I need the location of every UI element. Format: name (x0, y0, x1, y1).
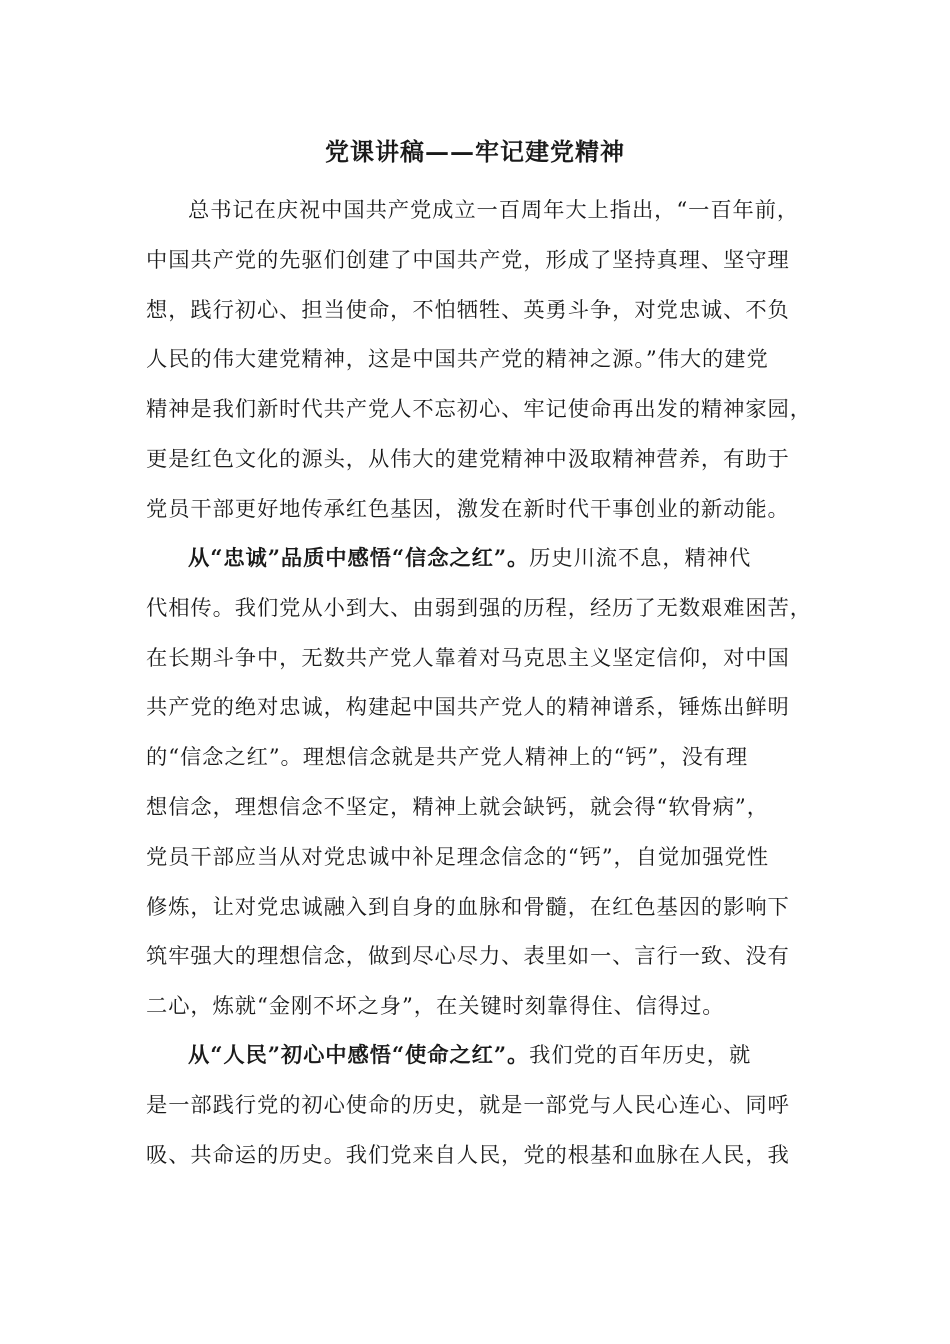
text-line: 人民的伟大建党精神，这是中国共产党的精神之源。”伟大的建党 (146, 347, 769, 373)
text-line: 代相传。我们党从小到大、由弱到强的历程，经历了无数艰难困苦， (146, 595, 812, 621)
text-line: 的“信念之红”。理想信念就是共产党人精神上的“钙”，没有理 (146, 745, 749, 771)
section-lead-heading: 从“忠诚”品质中感悟“信念之红”。 (188, 546, 530, 571)
text-line: 从“忠诚”品质中感悟“信念之红”。历史川流不息，精神代 (188, 546, 752, 571)
paragraph-people (146, 1031, 806, 1180)
text-line: 想信念，理想信念不坚定，精神上就会缺钙，就会得“软骨病”， (146, 794, 769, 820)
text-line: 二心，炼就“金刚不坏之身”，在关键时刻靠得住、信得过。 (146, 994, 725, 1020)
text-line: 党员干部更好地传承红色基因，激发在新时代干事创业的新动能。 (146, 496, 790, 522)
text-line: 精神是我们新时代共产党人不忘初心、牢记使命再出发的精神家园， (146, 397, 812, 423)
text-line: 想，践行初心、担当使命，不怕牺牲、英勇斗争，对党忠诚、不负 (146, 297, 790, 323)
text-line: 总书记在庆祝中国共产党成立一百周年大上指出，“一百年前， (188, 198, 800, 223)
text-line: 在长期斗争中，无数共产党人靠着对马克思主义坚定信仰，对中国 (146, 645, 790, 671)
text-line: 从“人民”初心中感悟“使命之红”。我们党的百年历史，就 (188, 1043, 752, 1068)
text-line: 党员干部应当从对党忠诚中补足理念信念的“钙”，自觉加强党性 (146, 844, 769, 870)
text-line: 更是红色文化的源头，从伟大的建党精神中汲取精神营养，有助于 (146, 446, 790, 472)
document-title: 党课讲稿——牢记建党精神 (325, 137, 625, 166)
text-line: 筑牢强大的理想信念，做到尽心尽力、表里如一、言行一致、没有 (146, 944, 790, 970)
paragraph-intro (146, 186, 812, 535)
text-line: 修炼，让对党忠诚融入到自身的血脉和骨髓，在红色基因的影响下 (146, 894, 790, 920)
text-line: 是一部践行党的初心使命的历史，就是一部党与人民心连心、同呼 (146, 1092, 790, 1118)
text-line: 吸、共命运的历史。我们党来自人民，党的根基和血脉在人民，我 (146, 1142, 790, 1168)
text-line: 中国共产党的先驱们创建了中国共产党，形成了坚持真理、坚守理 (146, 247, 790, 273)
paragraph-loyalty (146, 534, 812, 1032)
section-lead-heading: 从“人民”初心中感悟“使命之红”。 (188, 1043, 530, 1068)
text-line: 共产党的绝对忠诚，构建起中国共产党人的精神谱系，锤炼出鲜明 (146, 695, 790, 721)
